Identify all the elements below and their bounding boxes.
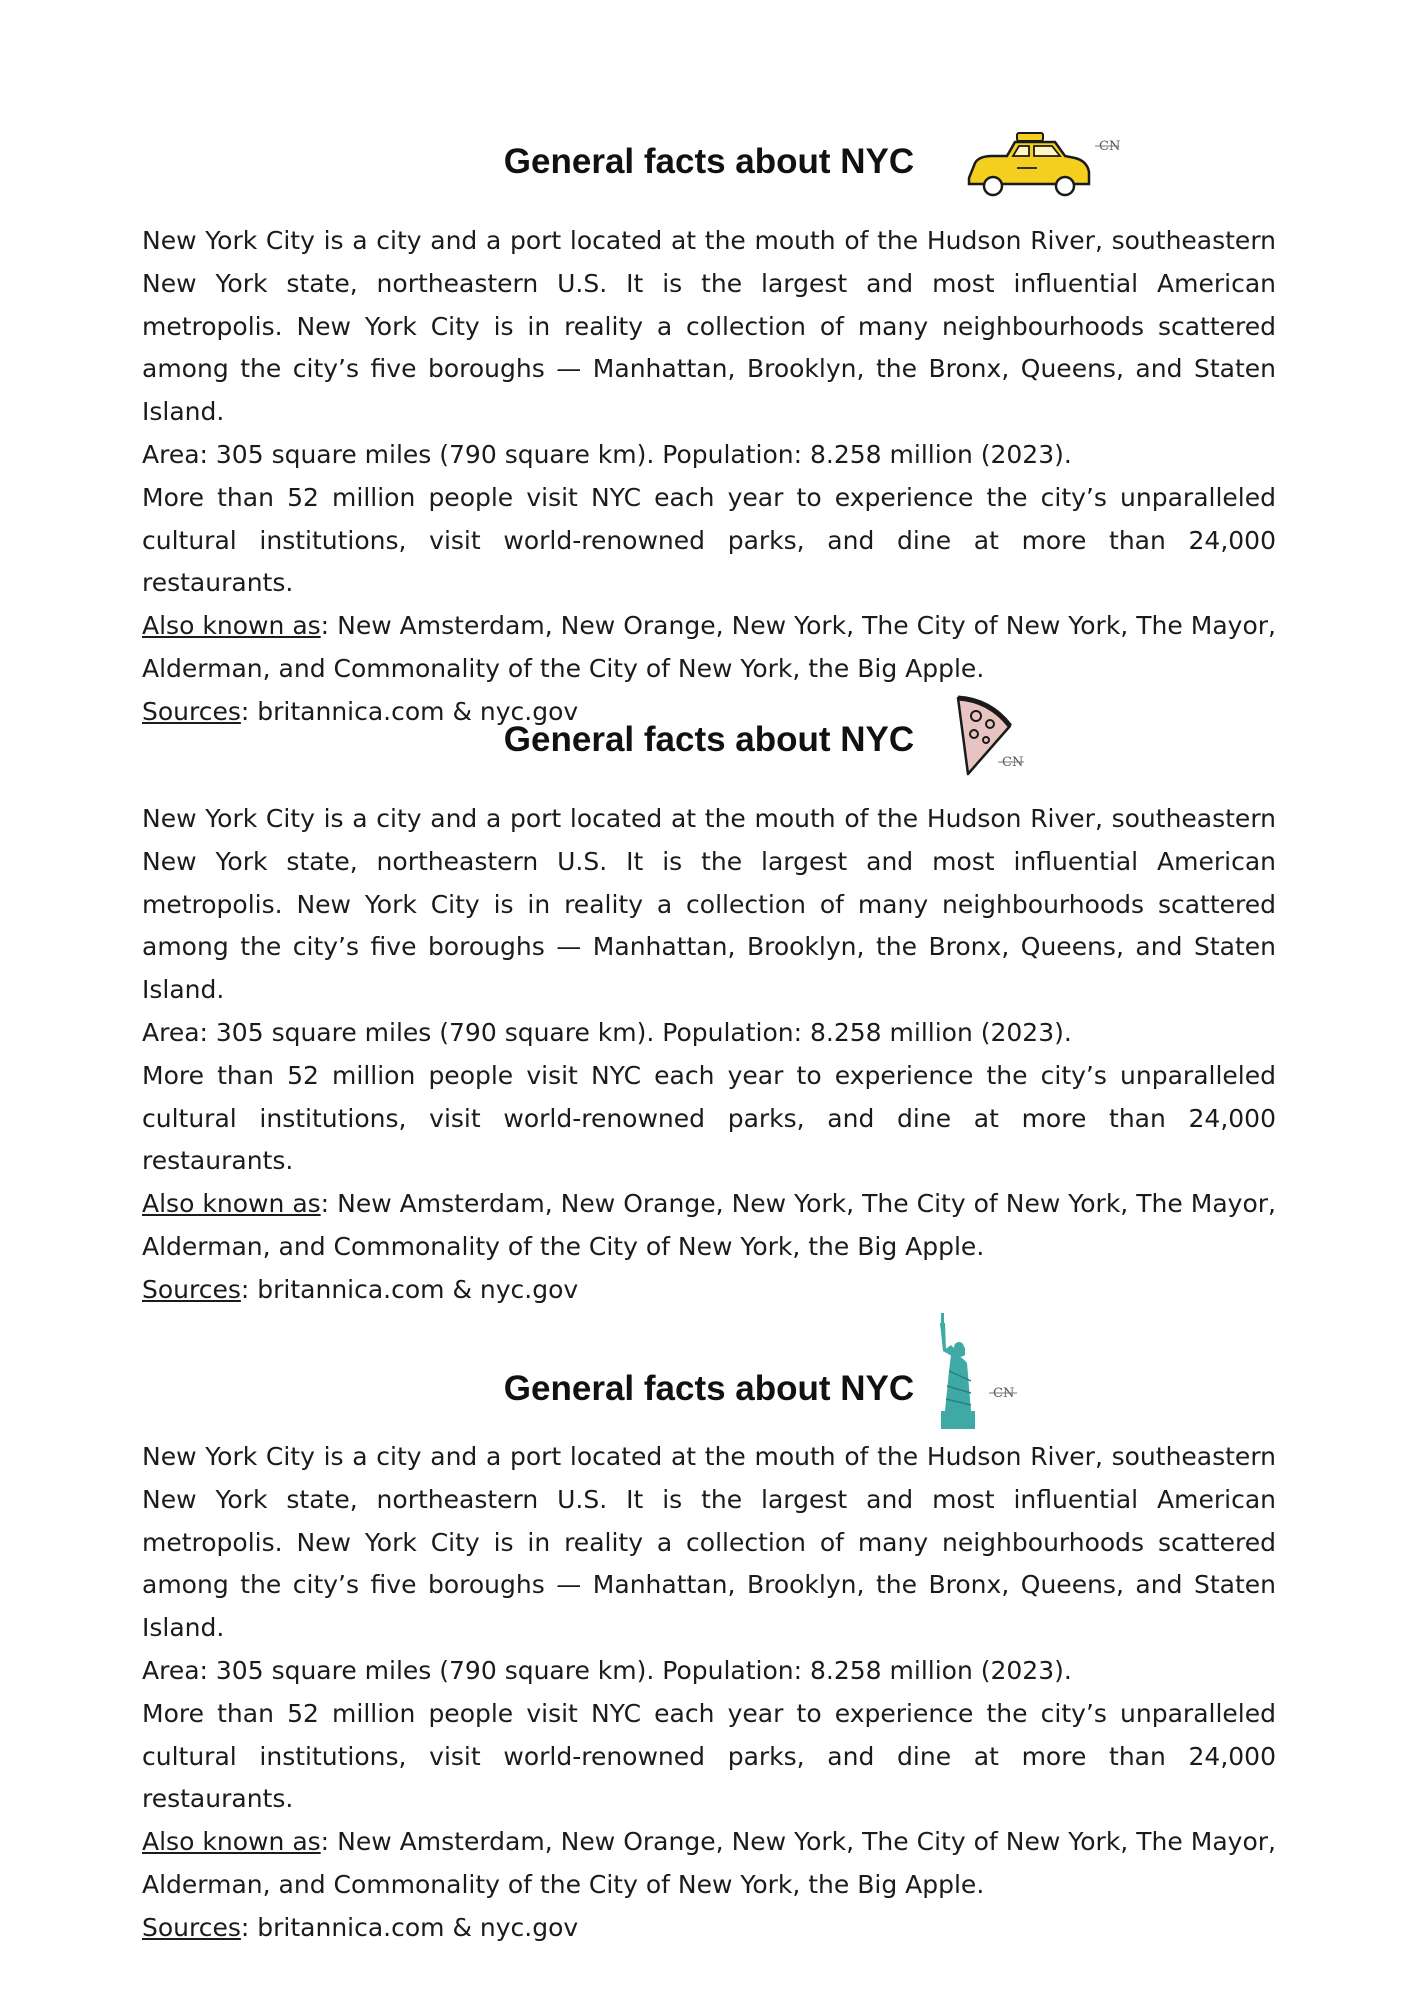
intro-paragraph: New York City is a city and a port located at the mouth of the Hudson River, southeastern New York state, northeastern U.S. It is the largest and most influential American metropolis. New York City is in reality a collection of many neighbourhoods scattered among the city’s five boroughs — Manhattan, Brooklyn, the Bronx, Queens, and Staten Island. <box>142 804 1276 1005</box>
aka-paragraph <box>142 605 1276 691</box>
sources-text: : britannica.com & nyc.gov <box>240 696 579 726</box>
visitors-paragraph: More than 52 million people visit NYC each year to experience the city’s unparalleled cultural institutions, visit world-renowned parks, and dine at more than 24,000 restaurants. <box>142 1060 1276 1176</box>
sources-label: Sources <box>142 1912 241 1942</box>
section-header <box>142 1316 1276 1436</box>
visitors-paragraph: More than 52 million people visit NYC each year to experience the city’s unparalleled cultural institutions, visit world-renowned parks, and dine at more than 24,000 restaurants. <box>142 1698 1276 1814</box>
section-title: General facts about NYC <box>503 1369 915 1408</box>
aka-label: Also known as <box>142 1189 321 1219</box>
aka-paragraph <box>142 1183 1276 1269</box>
sources-label: Sources <box>142 696 241 726</box>
svg-text:CN: CN <box>1002 755 1024 770</box>
sources-label: Sources <box>142 1274 241 1304</box>
area-population-line: Area: 305 square miles (790 square km). Population: 8.258 million (2023). <box>142 1017 1072 1047</box>
aka-label: Also known as <box>142 1827 321 1857</box>
section-title: General facts about NYC <box>503 720 915 759</box>
section-header <box>142 128 1276 220</box>
section-body <box>142 1436 1276 1950</box>
area-population-line: Area: 305 square miles (790 square km). Population: 8.258 million (2023). <box>142 1655 1072 1685</box>
aka-text: : New Amsterdam, New Orange, New York, The City of New York, The Mayor, Alderman, and Commonality of the City of New York, the Big Apple. <box>142 1827 1276 1899</box>
aka-paragraph <box>142 1821 1276 1907</box>
facts-section-2 <box>142 706 1276 1312</box>
facts-section-1 <box>142 128 1276 734</box>
sources-text: : britannica.com & nyc.gov <box>240 1274 579 1304</box>
sources-line <box>142 1907 1276 1950</box>
svg-text:CN: CN <box>993 1386 1015 1401</box>
facts-section-3 <box>142 1316 1276 1950</box>
section-body <box>142 798 1276 1312</box>
aka-text: : New Amsterdam, New Orange, New York, The City of New York, The Mayor, Alderman, and Commonality of the City of New York, the Big Apple. <box>142 611 1276 683</box>
taxi-icon <box>957 128 1121 202</box>
pizza-slice-icon <box>950 694 1050 782</box>
visitors-paragraph: More than 52 million people visit NYC each year to experience the city’s unparalleled cultural institutions, visit world-renowned parks, and dine at more than 24,000 restaurants. <box>142 482 1276 598</box>
sources-line <box>142 1269 1276 1312</box>
aka-label: Also known as <box>142 611 321 641</box>
aka-text: : New Amsterdam, New Orange, New York, The City of New York, The Mayor, Alderman, and Commonality of the City of New York, the Big Apple. <box>142 1189 1276 1261</box>
section-title: General facts about NYC <box>503 142 915 181</box>
section-header <box>142 706 1276 798</box>
statue-of-liberty-icon <box>937 1311 1047 1431</box>
intro-paragraph: New York City is a city and a port located at the mouth of the Hudson River, southeastern New York state, northeastern U.S. It is the largest and most influential American metropolis. New York City is in reality a collection of many neighbourhoods scattered among the city’s five boroughs — Manhattan, Brooklyn, the Bronx, Queens, and Staten Island. <box>142 1442 1276 1643</box>
intro-paragraph: New York City is a city and a port located at the mouth of the Hudson River, southeastern New York state, northeastern U.S. It is the largest and most influential American metropolis. New York City is in reality a collection of many neighbourhoods scattered among the city’s five boroughs — Manhattan, Brooklyn, the Bronx, Queens, and Staten Island. <box>142 226 1276 427</box>
sources-text: : britannica.com & nyc.gov <box>240 1912 579 1942</box>
area-population-line: Area: 305 square miles (790 square km). Population: 8.258 million (2023). <box>142 439 1072 469</box>
svg-text:CN: CN <box>1099 139 1121 154</box>
section-body <box>142 220 1276 734</box>
